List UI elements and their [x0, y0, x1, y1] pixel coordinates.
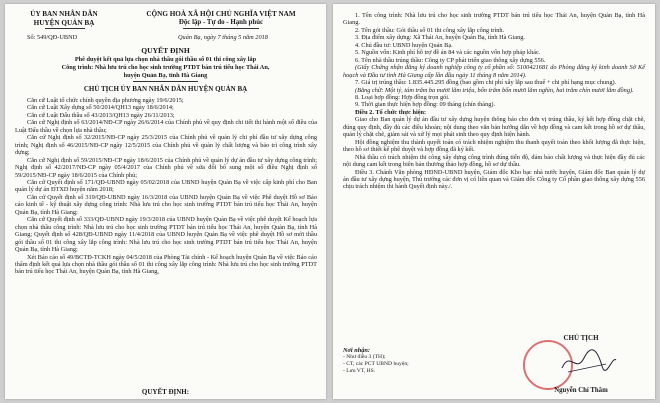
title-underline	[133, 81, 198, 82]
decision-item: 2. Tên gói thầu: Gói thầu số 01 thi công xây lắp công trình.	[355, 26, 505, 34]
basis-item: Căn cứ Quyết định số 319/QĐ-UBND ngày 16/3/2018 của UBND huyện Quản Bạ về việc Phê duyệt Hồ sơ Báo cáo kinh tế - kỹ thuật xây dựng công trình: Nhà lưu trú cho học sinh trường PTDT bán trú tiểu học Thái An, huyện Quản Bạ, tỉnh Hà Giang;	[15, 193, 317, 216]
document-subtitle-2: Công trình: Nhà lưu trú cho học sinh trường PTDT bán trú tiểu học Thái An,	[61, 64, 270, 71]
recipients-title: Nơi nhận:	[343, 347, 371, 354]
national-line-2: Độc lập - Tự do - Hạnh phúc	[178, 18, 264, 26]
signer-title: CHỦ TỊCH	[563, 334, 599, 342]
decision-item-note: (Giấy Chứng nhận đăng ký doanh nghiệp công ty cổ phần số: 5100421681 do Phòng đăng ký kinh doanh Sở Kế hoạch và Đầu tư tỉnh Hà Giang cấp lần đầu ngày 11 tháng 8 năm 2014).	[343, 64, 645, 79]
basis-item: Căn cứ Luật tổ chức chính quyền địa phương ngày 19/6/2015;	[27, 97, 184, 104]
article-2-heading: Điều 2. Tổ chức thực hiện:	[355, 108, 427, 116]
basis-item: Căn cứ Quyết định số 171/QĐ-UBND ngày 05/02/2018 của UBND huyện Quản Bạ về việc cấp kinh phí cho Ban quản lý dự án ĐTXD huyện năm 2018;	[15, 178, 317, 194]
decision-item: 1. Tên công trình: Nhà lưu trú cho học sinh trường PTDT bán trú tiểu học Thái An, huyện Quản Bạ, tỉnh Hà Giang.	[343, 12, 645, 27]
national-line-1: CỘNG HOÀ XÃ HỘI CHỦ NGHĨA VIỆT NAM	[146, 10, 296, 18]
recipients-block	[343, 347, 409, 375]
basis-item: Căn cứ Quyết định số 333/QĐ-UBND ngày 19/3/2018 của UBND huyện Quản Bạ về việc phê duyệt Kế hoạch lựa chọn nhà thầu công trình: Nhà lưu trú cho học sinh trường PTDT bán trú tiểu học Thái An, huyện Quản Bạ, tỉnh Hà Giang; Quyết định số 428/QĐ-UBND ngày 11/4/2018 của UBND huyện Quản Bạ về việc phê duyệt Hồ sơ mời thầu gói thầu số 01 thi công xây lắp công trình: Nhà lưu trú cho học sinh trường PTDT bán trú tiểu học Thái An, huyện Quản Bạ, tỉnh Hà Giang;	[15, 216, 317, 254]
document-page-2	[333, 4, 655, 399]
document-title: QUYẾT ĐỊNH	[141, 46, 190, 55]
basis-item: Căn cứ Luật Đấu thầu số 43/2013/QH13 ngày 26/11/2013;	[27, 111, 175, 119]
document-page-1	[5, 4, 326, 399]
decision-item: 4. Chủ đầu tư: UBND huyện Quản Bạ.	[355, 41, 453, 49]
basis-item: Căn cứ Nghị định số 63/2014/NĐ-CP ngày 26/6/2014 của Chính phủ về quy định chi tiết thi hành một số điều của Luật Đấu thầu về chọn lựa nhà thầu;	[15, 119, 317, 134]
agency-name	[9, 10, 119, 27]
decision-items	[343, 12, 645, 191]
recipient-item: - CT, các PCT UBND huyện;	[343, 361, 409, 368]
document-number: Số: 549/QĐ-UBND	[27, 34, 78, 41]
decide-heading: QUYẾT ĐỊNH:	[141, 388, 190, 396]
agency-underline	[45, 28, 85, 29]
basis-item: Căn cứ Nghị định số 59/2015/NĐ-CP ngày 18/6/2015 của Chính phủ về quản lý dự án đầu tư xây dựng công trình; Nghị định số 42/2017/NĐ-CP ngày 05/4/2017 của Chính phủ về sửa đổi bổ sung một số điều Nghị định số 59/2015/NĐ-CP ngày 18/6/2015 của Chính phủ;	[15, 156, 317, 179]
agency-line-1: ỦY BAN NHÂN DÂN	[30, 10, 98, 18]
basis-item: Căn cứ Luật Xây dựng số 50/2014/QH13 ngày 18/6/2014;	[27, 104, 174, 112]
article-3: Điều 3. Chánh Văn phòng HĐND-UBND huyện, Giám đốc Kho bạc nhà nước huyện, Giám đốc Ban quản lý dự án đầu tư xây dựng huyện, Thủ trưởng các đơn vị có liên quan và Giám đốc Công ty Cổ phần giao thông xây dựng 556 chịu trách nhiệm thi hành Quyết định này./.	[343, 168, 645, 191]
signer-name: Nguyễn Chí Thâm	[554, 387, 608, 394]
motto-underline	[183, 28, 259, 29]
decision-item: 6. Tên nhà thầu trúng thầu: Công ty CP phát triển giao thông xây dựng 556.	[355, 56, 546, 64]
national-motto	[120, 10, 322, 27]
place-date: Quản Bạ, ngày 7 tháng 5 năm 2018	[178, 34, 268, 41]
document-subtitle-3: huyện Quản Bạ, tỉnh Hà Giang	[123, 72, 208, 79]
basis-item: Căn cứ Nghị định số 32/2015/NĐ-CP ngày 25/3/2015 của Chính phủ về quản lý chi phí đầu tư xây dựng công trình; Nghị định số 46/2015/NĐ-CP ngày 12/5/2015 của Chính phủ về quản lý chất lượng và bảo trì công trình xây dựng;	[15, 134, 317, 157]
legal-basis	[15, 97, 317, 276]
decision-item: 3. Địa điểm xây dựng: Xã Thái An, huyện Quản Bạ, tỉnh Hà Giang.	[355, 34, 525, 42]
decision-item: 8. Loại hợp đồng: Hợp đồng trọn gói.	[355, 93, 450, 101]
decision-item: 5. Nguồn vốn: Kinh phí hỗ trợ đề án 84 và các nguồn vốn hợp pháp khác.	[355, 49, 541, 57]
document-subtitle-1: Phê duyệt kết quả lựa chọn nhà thầu gói thầu số 01 thi công xây lắp	[74, 56, 257, 63]
article-2-paragraph: Hội đồng nghiệm thu thành quyết toán có trách nhiệm nghiệm thu thanh quyết toán theo khối lượng đã thực hiện, theo hồ sơ thiết kế phê duyệt và hợp đồng đã ký kết.	[343, 138, 645, 154]
recipient-item: - Như điều 3 (TH);	[343, 354, 386, 361]
decision-item: 7. Giá trị trúng thầu: 1.835.445.295 đồng (bao gồm chi phí xây lắp sau thuế + chi phí hạng mục chung).	[355, 79, 617, 87]
article-2-paragraph: Nhà thầu có trách nhiệm thi công xây dựng công trình đúng tiến độ, đảm bảo chất lượng và thực hiện đầy đủ các nội dung cam kết trong biên bản thương thảo hợp đồng, hồ sơ dự thầu.	[343, 153, 645, 169]
basis-item: Xét Báo cáo số 49/BCTĐ-TCKH ngày 04/5/2018 của Phòng Tài chính - Kế hoạch huyện Quản Bạ về việc Báo cáo thẩm định kết quả lựa chọn nhà thầu gói thầu số 01 thi công xây lắp công trình: Nhà lưu trú cho học sinh trường PTDT bán trú tiểu học Thái An, huyện Quản Bạ, tỉnh Hà Giang,	[15, 253, 317, 276]
agency-line-2: HUYỆN QUẢN BẠ	[33, 18, 95, 27]
issuing-authority: CHỦ TỊCH ỦY BAN NHÂN DÂN HUYỆN QUẢN BẠ	[83, 85, 248, 93]
article-2-paragraph: Giao cho Ban quản lý dự án đầu tư xây dựng huyện thông báo cho đơn vị trúng thầu, ký kết hợp đồng chặt chẽ, đúng quy định, đầy đủ các điều khoản; nội dung theo văn bản hướng dẫn về hợp đồng và cam kết trong hồ sơ dự thầu, quản lý chặt chẽ, giám sát và xử lý mọi phát sinh theo quy định hiện hành.	[343, 116, 645, 139]
handwritten-signature	[558, 346, 618, 376]
decision-item: 9. Thời gian thực hiện hợp đồng: 09 tháng (chín tháng).	[355, 101, 496, 109]
recipient-item: - Lưu VT, HS.	[343, 368, 376, 375]
amount-in-words: (Bằng chữ: Một tỷ, tám trăm ba mươi lăm triệu, bốn trăm bốn mươi lăm nghìn, hai trăm chín mươi lăm đồng).	[355, 86, 634, 94]
